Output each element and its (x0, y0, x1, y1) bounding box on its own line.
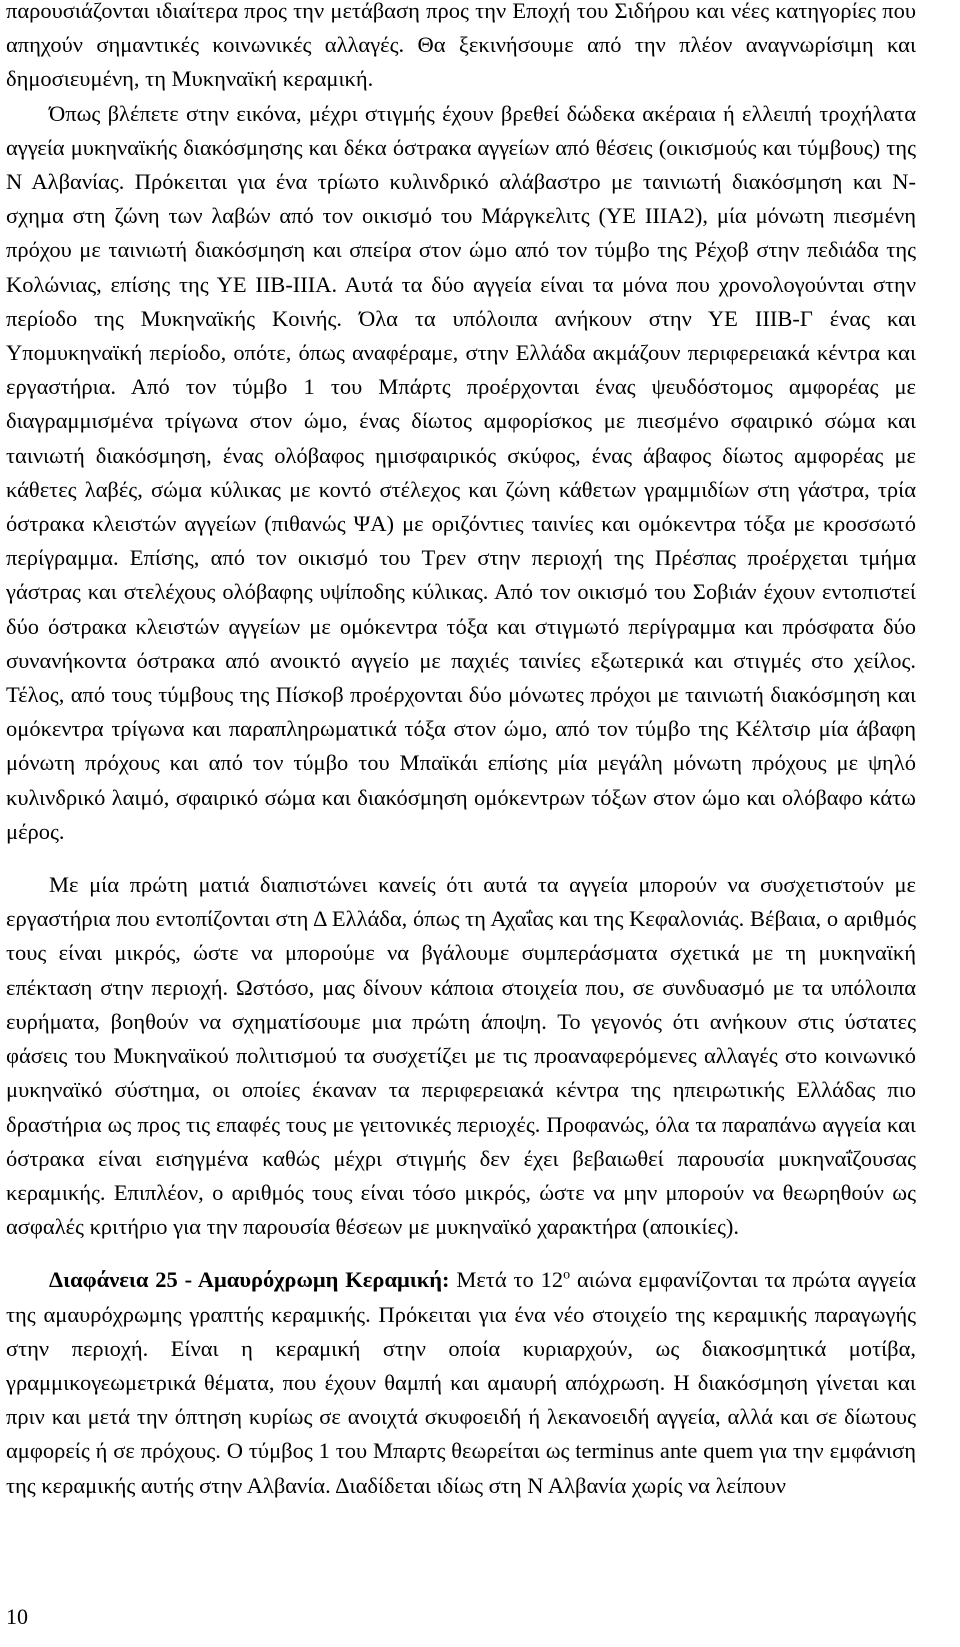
paragraph-4-lead: Μετά το 12 (449, 1267, 564, 1293)
ordinal-superscript: ο (563, 1267, 571, 1283)
text-body (6, 0, 916, 1503)
paragraph-4 (6, 1263, 916, 1502)
paragraph-3: Με μία πρώτη ματιά διαπιστώνει κανείς ότι αυτά τα αγγεία μπορούν να συσχετιστούν με εργαστήρια που εντοπίζονται στη Δ Ελλάδα, όπως τη Αχαΐας και της Κεφαλονιάς. Βέβαια, ο αριθμός τους είναι μικρός, ώστε να μπορούμε να βγάλουμε συμπεράσματα σχετικά με τη μυκηναϊκή επέκταση στην περιοχή. Ωστόσο, μας δίνουν κάποια στοιχεία που, σε συνδυασμό με τα υπόλοιπα ευρήματα, βοηθούν να σχηματίσουμε μια πρώτη άποψη. Το γεγονός ότι ανήκουν στις ύστατες φάσεις του Μυκηναϊκού πολιτισμού τα συσχετίζει με τις προαναφερόμενες αλλαγές στο κοινωνικό μυκηναϊκό σύστημα, οι οποίες έκαναν τα περιφερειακά κέντρα της ηπειρωτικής Ελλάδας πιο δραστήρια ως προς τις επαφές τους με γειτονικές περιοχές. Προφανώς, όλα τα παραπάνω αγγεία και όστρακα είναι εισηγμένα καθώς μέχρι στιγμής δεν έχει βεβαιωθεί παρουσία μυκηναΐζουσας κεραμικής. Επιπλέον, ο αριθμός τους είναι τόσο μικρός, ώστε να μην μπορούν να θεωρηθούν ως ασφαλές κριτήριο για την παρουσία θέσεων με μυκηναϊκό χαρακτήρα (αποικίες). (6, 872, 916, 1240)
paragraph-2: Όπως βλέπετε στην εικόνα, μέχρι στιγμής έχουν βρεθεί δώδεκα ακέραια ή ελλειπή τροχήλατα αγγεία μυκηναϊκής διακόσμησης και δέκα όστρακα αγγείων από θέσεις (οικισμούς και τύμβους) της Ν Αλβανίας. Πρόκειται για ένα τρίωτο κυλινδρικό αλάβαστρο με ταινιωτή διακόσμηση και Ν-σχημα στη ζώνη των λαβών από τον οικισμό του Μάργκελιτς (ΥΕ ΙΙΙΑ2), μία μόνωτη πιεσμένη πρόχου με ταινιωτή διακόσμηση και σπείρα στον ώμο από τον τύμβο της Ρέχοβ στην πεδιάδα της Κολώνιας, επίσης της ΥΕ ΙΙΒ-ΙΙΙΑ. Αυτά τα δύο αγγεία είναι τα μόνα που χρονολογούνται στην περίοδο της Μυκηναϊκής Κοινής. Όλα τα υπόλοιπα ανήκουν στην ΥΕ ΙΙΙΒ-Γ ένας και Υπομυκηναϊκή περίοδο, οπότε, όπως αναφέραμε, στην Ελλάδα ακμάζουν περιφερειακά κέντρα και εργαστήρια. Από τον τύμβο 1 του Μπάρτς προέρχονται ένας ψευδόστομος αμφορέας με διαγραμμισμένα τρίγωνα στον ώμο, ένας δίωτος αμφορίσκος με πιεσμένο σφαιρικό σώμα και ταινιωτή διακόσμηση, ένας ολόβαφος ημισφαιρικός σκύφος, ένας άβαφος δίωτος αμφορέας με κάθετες λαβές, σώμα κύλικας με κοντό στέλεχος και ζώνη κάθετων γραμμιδίων στη γάστρα, τρία όστρακα κλειστών αγγείων (πιθανώς ΨΑ) με οριζόντιες ταινίες και ομόκεντρα τόξα με κροσσωτό περίγραμμα. Επίσης, από τον οικισμό του Τρεν στην περιοχή της Πρέσπας προέρχεται τμήμα γάστρας και στελέχους ολόβαφης υψίποδης κύλικας. Από τον οικισμό του Σοβιάν έχουν εντοπιστεί δύο όστρακα κλειστών αγγείων με ομόκεντρα τόξα και στιγμωτό περίγραμμα και πρόσφατα δύο συνανήκοντα όστρακα από ανοικτό αγγείο με παχιές ταινίες εξωτερικά και στιγμές στο χείλος. Τέλος, από τους τύμβους της Πίσκοβ προέρχονται δύο μόνωτες πρόχοι με ταινιωτή διακόσμηση και ομόκεντρα τρίγωνα και παραπληρωματικά τόξα στον ώμο, από τον τύμβο της Κέλτσιρ μία άβαφη μόνωτη πρόχους και από τον τύμβο του Μπαϊκάι επίσης μία μεγάλη μόνωτη πρόχους με ψηλό κυλινδρικό λαιμό, σφαιρικό σώμα και διακόσμηση ομόκεντρων τόξων στον ώμο και ολόβαφο κάτω μέρος. (6, 100, 916, 844)
paragraph-4-rest: αιώνα εμφανίζονται τα πρώτα αγγεία της αμαυρόχρωμης γραπτής κεραμικής. Πρόκειται για ένα νέο στοιχείο της κεραμικής παραγωγής στην περιοχή. Είναι η κεραμική στην οποία κυριαρχούν, ως διακοσμητικά μοτίβα, γραμμικογεωμετρικά θέματα, που έχουν θαμπή και αμαυρή απόχρωση. Η διακόσμηση γίνεται και πριν και μετά την όπτηση κυρίως σε ανοιχτά σκυφοειδή ή λεκανοειδή αγγεία, αλλά και σε δίωτους αμφορείς ή σε πρόχους. Ο τύμβος 1 του Μπαρτς θεωρείται ως terminus ante quem για την εμφάνιση της κεραμικής αυτής στην Αλβανία. Διαδίδεται ιδίως στη Ν Αλβανία χωρίς να λείπουν (6, 1267, 916, 1498)
page-number: 10 (6, 1604, 28, 1629)
paragraph-1: παρουσιάζονται ιδιαίτερα προς την μετάβαση προς την Εποχή του Σιδήρου και νέες κατηγορίες που απηχούν σημαντικές κοινωνικές αλλαγές. Θα ξεκινήσουμε από την πλέον αναγνωρίσιμη και δημοσιευμένη, τη Μυκηναϊκή κεραμική. (6, 0, 916, 92)
slide-heading: Διαφάνεια 25 - Αμαυρόχρωμη Κεραμική: (49, 1267, 450, 1293)
